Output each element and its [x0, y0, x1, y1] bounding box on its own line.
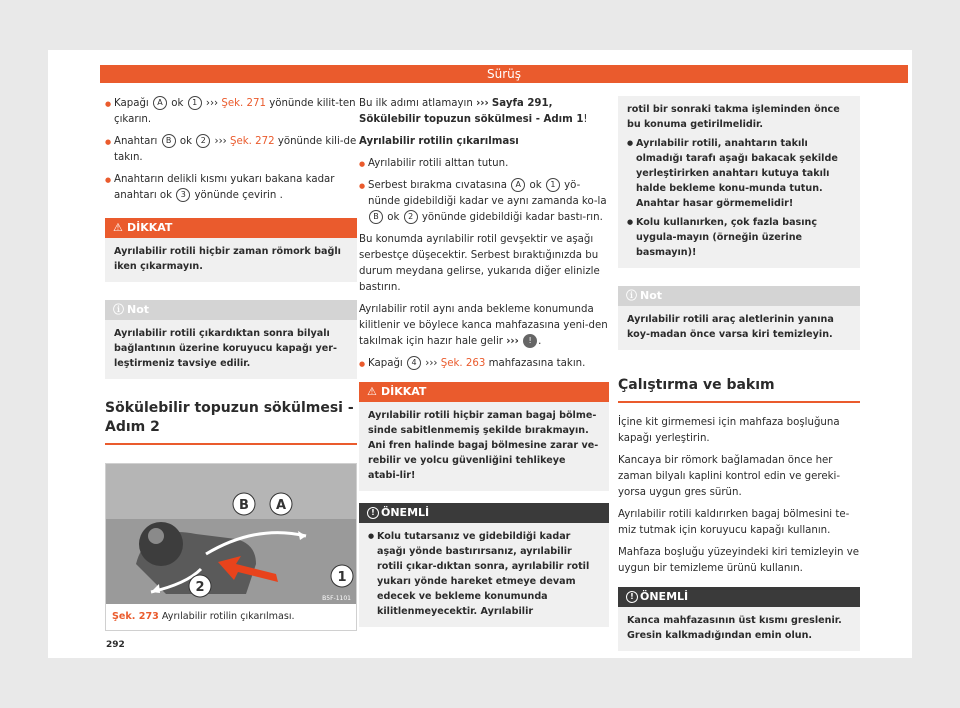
instruction-step: ● Kapağı 4 ››› Şek. 263 mahfazasına takın. — [359, 356, 609, 372]
towbar-illustration — [106, 464, 356, 604]
section-title: Sökülebilir topuzun sökülmesi - Adım 2 — [105, 399, 357, 445]
chapter-header: Sürüş — [100, 65, 908, 83]
figure-code: B5F-1101 — [322, 595, 351, 602]
label-circle: 3 — [176, 188, 190, 202]
figure-caption: Şek. 273 Ayrılabilir rotilin çıkarılması. — [112, 611, 295, 622]
important-box: ! ÖNEMLİ ● Kolu tutarsanız ve gidebildiği kadar aşağı yönde bastırırsanız, ayrılabilir rotili çıkar-dıktan sonra, ayrılabilir rotil yukarı yönde hareket etmeye devam edecek ve bekleme konumunda kilitlenmeyecektir. Ayrılabilir — [359, 503, 609, 627]
label-circle: B — [162, 134, 176, 148]
info-icon: ⓘ — [113, 303, 124, 316]
warning-triangle-icon: ⚠ — [113, 221, 123, 234]
page-link[interactable]: Sayfa 291, Sökülebilir topuzun sökülmesi - Adım 1 — [359, 98, 584, 125]
instruction-step: ● Anahtarı B ok 2 ››› Şek. 272 yönünde kili-de takın. — [105, 134, 357, 166]
important-icon: ! — [626, 591, 638, 603]
section-title: Çalıştırma ve bakım — [618, 376, 860, 403]
figure-link[interactable]: Şek. 271 — [221, 98, 266, 109]
paragraph: İçine kit girmemesi için mahfaza boşluğuna kapağı yerleştirin. — [618, 417, 840, 444]
note-box: ⓘ Not Ayrılabilir rotili çıkardıktan sonra bilyalı bağlantının üzerine koruyucu kapağı yer-leştirmeniz tavsiye edilir. — [105, 300, 357, 379]
label-circle: 2 — [196, 134, 210, 148]
note-box: ⓘ Not Ayrılabilir rotili araç aletlerinin yanına koy-madan önce varsa kiri temizleyin. — [618, 286, 860, 350]
figure-label-a: A — [275, 498, 287, 513]
column-3 — [618, 96, 860, 661]
instruction-step: ● Kapağı A ok 1 ››› Şek. 271 yönünde kilit-ten çıkarın. — [105, 96, 357, 128]
column-2 — [359, 96, 609, 637]
important-box-continued: rotil bir sonraki takma işleminden önce bu konuma getirilmelidir. ● Ayrılabilir rotili, anahtarın takılı olmadığı tarafı aşağı bakacak şekilde yerleştirirken anahtarı kutuya takılı halde bekleme konu-munda tutun. Anahtar hasar görmemelidir! ● Kolu kullanırken, çok fazla basınç uygula-mayın (örneğin üzerine basmayın)! — [618, 96, 860, 268]
page-number: 292 — [106, 640, 125, 650]
intro-paragraph: Bu ilk adımı atlamayın ››› Sayfa 291, Sökülebilir topuzun sökülmesi - Adım 1! — [359, 98, 588, 125]
paragraph: Ayrılabilir rotili kaldırırken bagaj bölmesini te-miz tutmak için koruyucu kapağı kullanın. — [618, 509, 850, 536]
figure — [105, 463, 357, 631]
figure-label-2: 2 — [195, 580, 205, 595]
warning-box: ⚠ DİKKAT Ayrılabilir rotili hiçbir zaman römork bağlı iken çıkarmayın. — [105, 218, 357, 282]
figure-link[interactable]: Şek. 272 — [230, 136, 275, 147]
warning-triangle-icon: ⚠ — [367, 385, 377, 398]
label-circle: A — [153, 96, 167, 110]
paragraph: Ayrılabilir rotil aynı anda bekleme konumunda kilitlenir ve böylece kanca mahfazasına yeni-den takılmak için hazır hale gelir ››› ! . — [359, 304, 608, 347]
figure-label-b: B — [239, 498, 249, 513]
instruction-step: ● Anahtarın delikli kısmı yukarı bakana kadar anahtarı ok 3 yönünde çevirin . — [105, 172, 357, 204]
paragraph: Kancaya bir römork bağlamadan önce her zaman bilyalı kaplini kontrol edin ve gereki-yorsa uygun gres sürün. — [618, 455, 841, 498]
warning-box: ⚠ DİKKAT Ayrılabilir rotili hiçbir zaman bagaj bölme-sinde sabitlenmemiş şekilde bırakmayın. Ani fren halinde bagaj bölmesine zarar ve-rebilir ve yolcu güvenliğini tehlikeye atabi-lir! — [359, 382, 609, 491]
important-box: ! ÖNEMLİ Kanca mahfazasının üst kısmı greslenir. Gresin kalkmadığından emin olun. — [618, 587, 860, 651]
figure-label-1: 1 — [337, 570, 347, 585]
column-1 — [105, 96, 357, 631]
figure-link[interactable]: Şek. 263 — [440, 358, 486, 369]
subheading: Ayrılabilir rotilin çıkarılması — [359, 136, 519, 147]
paragraph: Bu konumda ayrılabilir rotil gevşektir ve aşağı serbestçe düşecektir. Serbest bıraktığınızda bu durum meydana gelirse, yukarıda diğer elinizle bastırın. — [359, 234, 600, 293]
paragraph: Mahfaza boşluğu yüzeyindeki kiri temizleyin ve uygun bir temizleme ürünü kullanın. — [618, 547, 860, 574]
info-icon: ⓘ — [626, 289, 637, 302]
label-circle: 1 — [188, 96, 202, 110]
instruction-step: ● Ayrılabilir rotili alttan tutun. — [359, 156, 609, 172]
exclamation-icon: ! — [523, 334, 537, 348]
instruction-step: ● Serbest bırakma cıvatasına A ok 1 yö-nünde gidebildiği kadar ve aynı zamanda ko-la B ok 2 yönünde gidebildiği kadar bastı-rın. — [359, 178, 609, 226]
important-icon: ! — [367, 507, 379, 519]
page — [48, 50, 912, 658]
